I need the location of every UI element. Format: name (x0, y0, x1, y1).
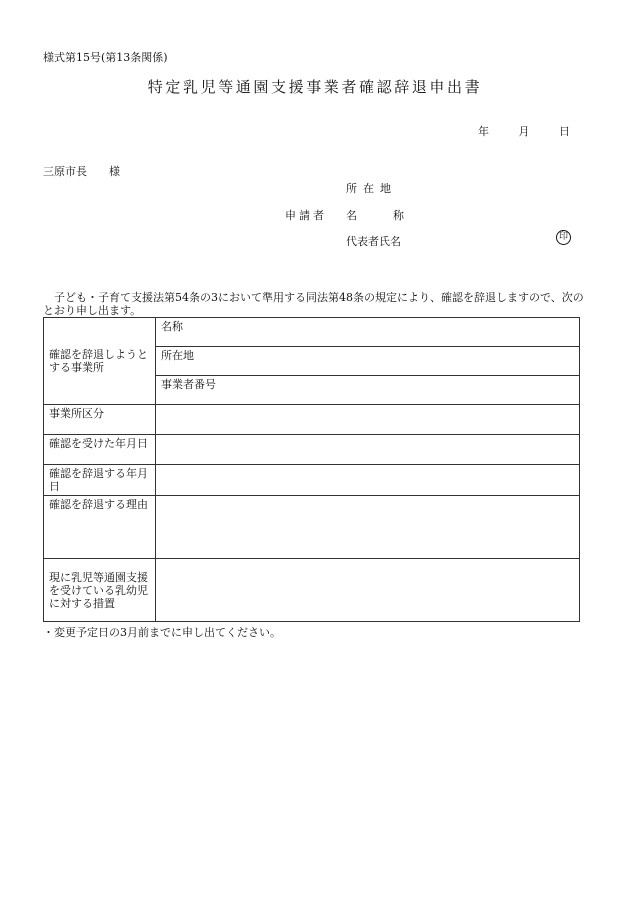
representative-label: 代表者氏名 (346, 235, 401, 248)
name-label-1: 名 (346, 209, 357, 222)
withdrawal-form-table (43, 317, 580, 622)
facility-header-cell: 確認を辞退しようとする事業所 (44, 318, 156, 405)
confirmed-date-field[interactable] (156, 435, 580, 465)
applicant-address-label: 所在地 (346, 182, 397, 195)
applicant-name-label (346, 207, 404, 223)
facility-number-cell[interactable]: 事業者番号 (156, 376, 580, 405)
table-row (44, 465, 580, 496)
date-month: 月 (518, 125, 530, 138)
confirmed-date-label: 確認を受けた年月日 (44, 435, 156, 465)
date-day: 日 (559, 125, 570, 138)
facility-address-cell[interactable]: 所在地 (156, 347, 580, 376)
measures-label: 現に乳児等通園支援を受けている乳幼児に対する措置 (44, 559, 156, 622)
withdraw-date-label: 確認を辞退する年月日 (44, 465, 156, 496)
table-row (44, 559, 580, 622)
form-number: 様式第15号(第13条関係) (43, 51, 168, 64)
applicant-label: 申請者 (285, 209, 327, 222)
facility-name-cell[interactable]: 名称 (156, 318, 580, 347)
office-type-label: 事業所区分 (44, 405, 156, 435)
withdraw-reason-field[interactable] (156, 496, 580, 559)
measures-field[interactable] (156, 559, 580, 622)
seal-icon: 印 (556, 230, 571, 245)
statement-text: 子ども・子育て支援法第54条の3において準用する同法第48条の規定により、確認を辞退しますので、次のとおり申し出ます。 (43, 291, 584, 317)
addressee (43, 163, 120, 179)
document-title: 特定乳児等通園支援事業者確認辞退申出書 (147, 78, 483, 96)
table-row (44, 496, 580, 559)
office-type-field[interactable] (156, 405, 580, 435)
table-row (44, 318, 580, 347)
addressee-honorific: 様 (109, 165, 120, 178)
name-label-2: 称 (393, 209, 404, 222)
addressee-name: 三原市長 (43, 165, 87, 178)
table-row (44, 435, 580, 465)
date-line (478, 123, 570, 139)
withdraw-date-field[interactable] (156, 465, 580, 496)
date-year: 年 (478, 125, 489, 138)
table-row (44, 405, 580, 435)
footnote: ・変更予定日の3月前までに申し出てください。 (43, 626, 281, 639)
withdraw-reason-label: 確認を辞退する理由 (44, 496, 156, 559)
